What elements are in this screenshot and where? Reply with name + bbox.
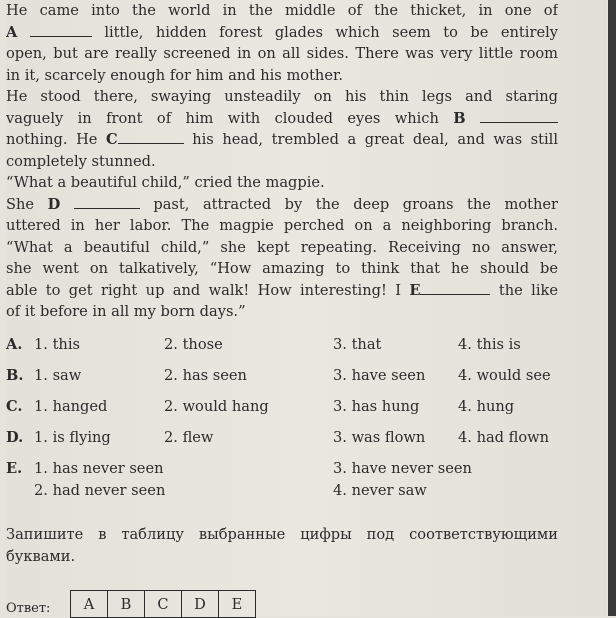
option-3: 3. that xyxy=(333,336,382,353)
option-letter: B. xyxy=(6,367,24,384)
option-3: 3. have seen xyxy=(333,367,426,384)
option-row-c xyxy=(6,398,606,420)
gap-c-blank xyxy=(118,131,184,144)
option-1: 1. has never seen xyxy=(34,460,164,477)
gap-a-blank xyxy=(30,24,92,37)
option-2: 2. would hang xyxy=(164,398,269,415)
option-2: 2. those xyxy=(164,336,223,353)
answer-table-header xyxy=(71,591,256,618)
passage-line: she went on talkatively, “How amazing to think that he should be xyxy=(6,260,558,277)
option-1: 1. is flying xyxy=(34,429,111,446)
passage-line: completely stunned. xyxy=(6,152,156,170)
option-row-d xyxy=(6,429,606,451)
gap-letter-a: A xyxy=(6,23,18,41)
instructions xyxy=(6,524,558,567)
option-1: 1. hanged xyxy=(34,398,108,415)
option-4: 4. this is xyxy=(458,336,521,353)
gap-letter-b: B xyxy=(453,109,466,127)
option-2: 2. flew xyxy=(164,429,214,446)
answer-header-cell: B xyxy=(108,591,145,618)
option-letter: C. xyxy=(6,398,23,415)
gap-letter-e: E xyxy=(409,281,421,299)
passage-line: “What a beautiful child,” she kept repeating. Receiving no answer, xyxy=(6,238,558,256)
passage-line: He came into the world in the middle of the thicket, in one of xyxy=(6,2,558,19)
gap-b-blank xyxy=(480,110,558,123)
passage-text: the like xyxy=(490,281,558,299)
option-4: 4. would see xyxy=(458,367,551,384)
gap-d-blank xyxy=(74,196,140,209)
passage-line xyxy=(6,280,558,302)
answer-label: Ответ: xyxy=(6,601,51,616)
passage xyxy=(6,0,558,323)
instructions-line: буквами. xyxy=(6,547,76,565)
passage-line xyxy=(6,129,558,151)
passage-line xyxy=(6,108,558,130)
option-4: 4. had flown xyxy=(458,429,550,446)
passage-line: “What a beautiful child,” cried the magpie. xyxy=(6,174,325,191)
option-row-e xyxy=(6,460,606,482)
passage-text: She xyxy=(6,195,48,213)
answer-header-cell: D xyxy=(182,591,219,618)
passage-text: his head, trembled a great deal, and was still xyxy=(183,131,558,148)
option-3: 3. have never seen xyxy=(333,460,472,477)
option-4: 4. hung xyxy=(458,398,515,415)
option-letter: E. xyxy=(6,460,23,477)
passage-line: uttered in her labor. The magpie perched on a neighboring branch. xyxy=(6,217,558,234)
option-2: 2. has seen xyxy=(164,367,247,384)
option-3: 3. was flown xyxy=(333,429,426,446)
option-2: 2. had never seen xyxy=(34,482,166,499)
passage-line: in it, scarcely enough for him and his mother. xyxy=(6,66,343,84)
option-letter: A. xyxy=(6,336,23,353)
passage-text: past, attracted by the deep groans the mother xyxy=(139,195,558,213)
passage-line xyxy=(6,22,558,44)
passage-text: vaguely in front of him with clouded eyes which xyxy=(6,109,454,127)
passage-line: of it before in all my born days.” xyxy=(6,303,246,320)
gap-letter-d: D xyxy=(47,195,61,213)
passage-line: open, but are really screened in on all sides. There was very little room xyxy=(6,45,558,62)
option-row-a xyxy=(6,336,606,358)
passage-text: able to get right up and walk! How interesting! I xyxy=(6,281,410,299)
page-edge-shadow xyxy=(608,0,616,616)
option-4: 4. never saw xyxy=(333,482,427,499)
option-letter: D. xyxy=(6,429,24,446)
passage-line xyxy=(6,194,558,216)
passage-text: nothing. He xyxy=(6,131,106,148)
passage-line: He stood there, swaying unsteadily on his thin legs and staring xyxy=(6,88,558,105)
answer-header-cell: C xyxy=(145,591,182,618)
option-1: 1. saw xyxy=(34,367,82,384)
gap-letter-c: C xyxy=(106,131,118,148)
passage-text: little, hidden forest glades which seem to be entirely xyxy=(91,23,558,41)
gap-e-blank xyxy=(420,282,490,295)
instructions-line: Запишите в таблицу выбранные цифры под соответствующими xyxy=(6,526,558,543)
textbook-page xyxy=(6,0,606,616)
option-row-e-continued xyxy=(6,482,606,504)
answer-header-cell: E xyxy=(219,591,256,618)
answer-header-cell: A xyxy=(71,591,108,618)
option-row-b xyxy=(6,367,606,389)
option-1: 1. this xyxy=(34,336,80,353)
answer-table xyxy=(70,590,256,618)
option-3: 3. has hung xyxy=(333,398,420,415)
